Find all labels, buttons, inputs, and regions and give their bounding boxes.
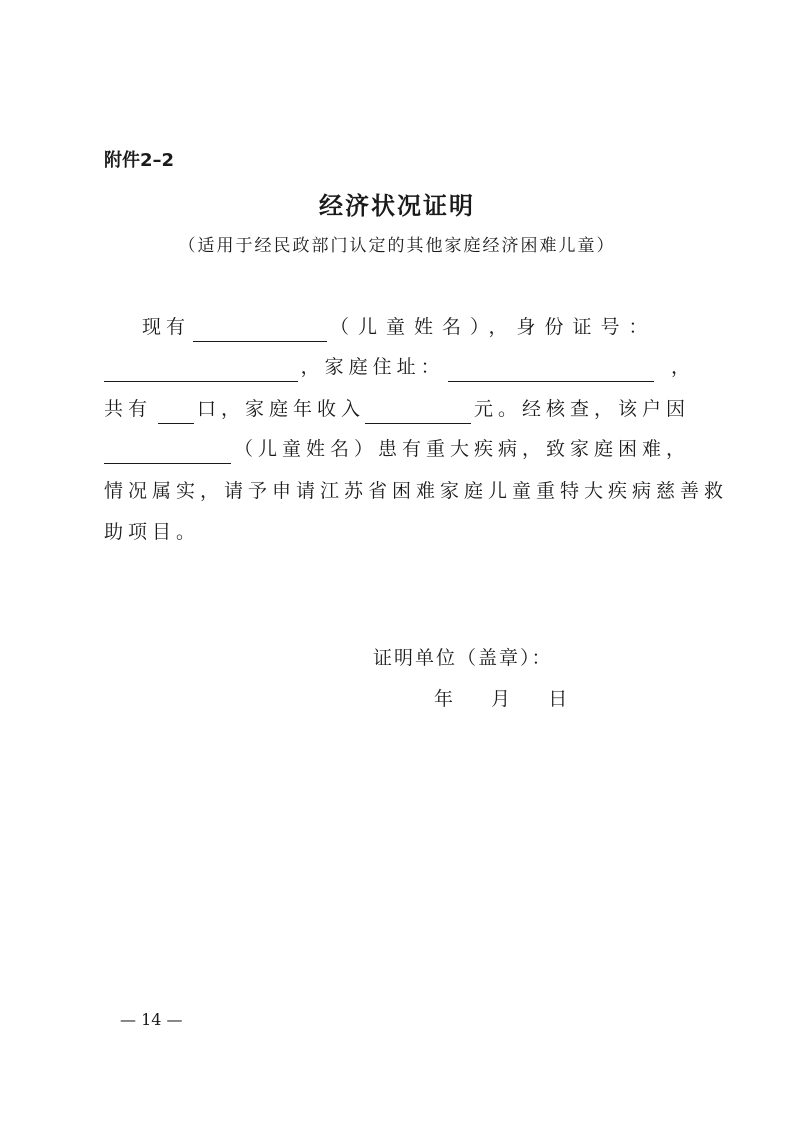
attachment-label: 附件2–2 — [104, 150, 175, 171]
text-child-name-id: （儿童姓名），身份证号： — [330, 316, 657, 338]
address-blank[interactable] — [448, 359, 654, 382]
text-disease: （儿童姓名）患有重大疾病，致家庭困难， — [233, 438, 690, 460]
income-blank[interactable] — [365, 401, 471, 424]
id-number-blank[interactable] — [104, 359, 298, 382]
text-income: 口，家庭年收入 — [196, 398, 365, 420]
month-label: 月 — [491, 688, 511, 710]
body-line-1 — [104, 312, 690, 342]
year-label: 年 — [434, 688, 454, 710]
stamp-label: 证明单位（盖章）： — [373, 647, 553, 669]
document-subtitle: （适用于经民政部门认定的其他家庭经济困难儿童） — [178, 236, 616, 256]
text-comma: ， — [670, 356, 690, 378]
body-line-6: 助项目。 — [104, 521, 201, 543]
text-gongyou: 共有 — [104, 398, 153, 420]
text-verified: 元。经核查，该户因 — [473, 398, 690, 420]
child-name-blank[interactable] — [193, 319, 327, 342]
body-line-3 — [104, 394, 690, 424]
body-line-4 — [104, 434, 690, 464]
day-label: 日 — [548, 688, 568, 710]
child-name-blank-2[interactable] — [104, 441, 231, 464]
date-line — [434, 684, 567, 711]
text-address: ，家庭住址： — [300, 356, 445, 378]
body-line-2 — [104, 352, 690, 382]
document-title: 经济状况证明 — [319, 191, 475, 220]
text-xianyou: 现有 — [142, 316, 191, 338]
body-line-5: 情况属实，请予申请江苏省困难家庭儿童重特大疾病慈善救 — [104, 480, 729, 502]
household-size-blank[interactable] — [158, 401, 194, 424]
page-number: — 14 — — [120, 1010, 183, 1029]
